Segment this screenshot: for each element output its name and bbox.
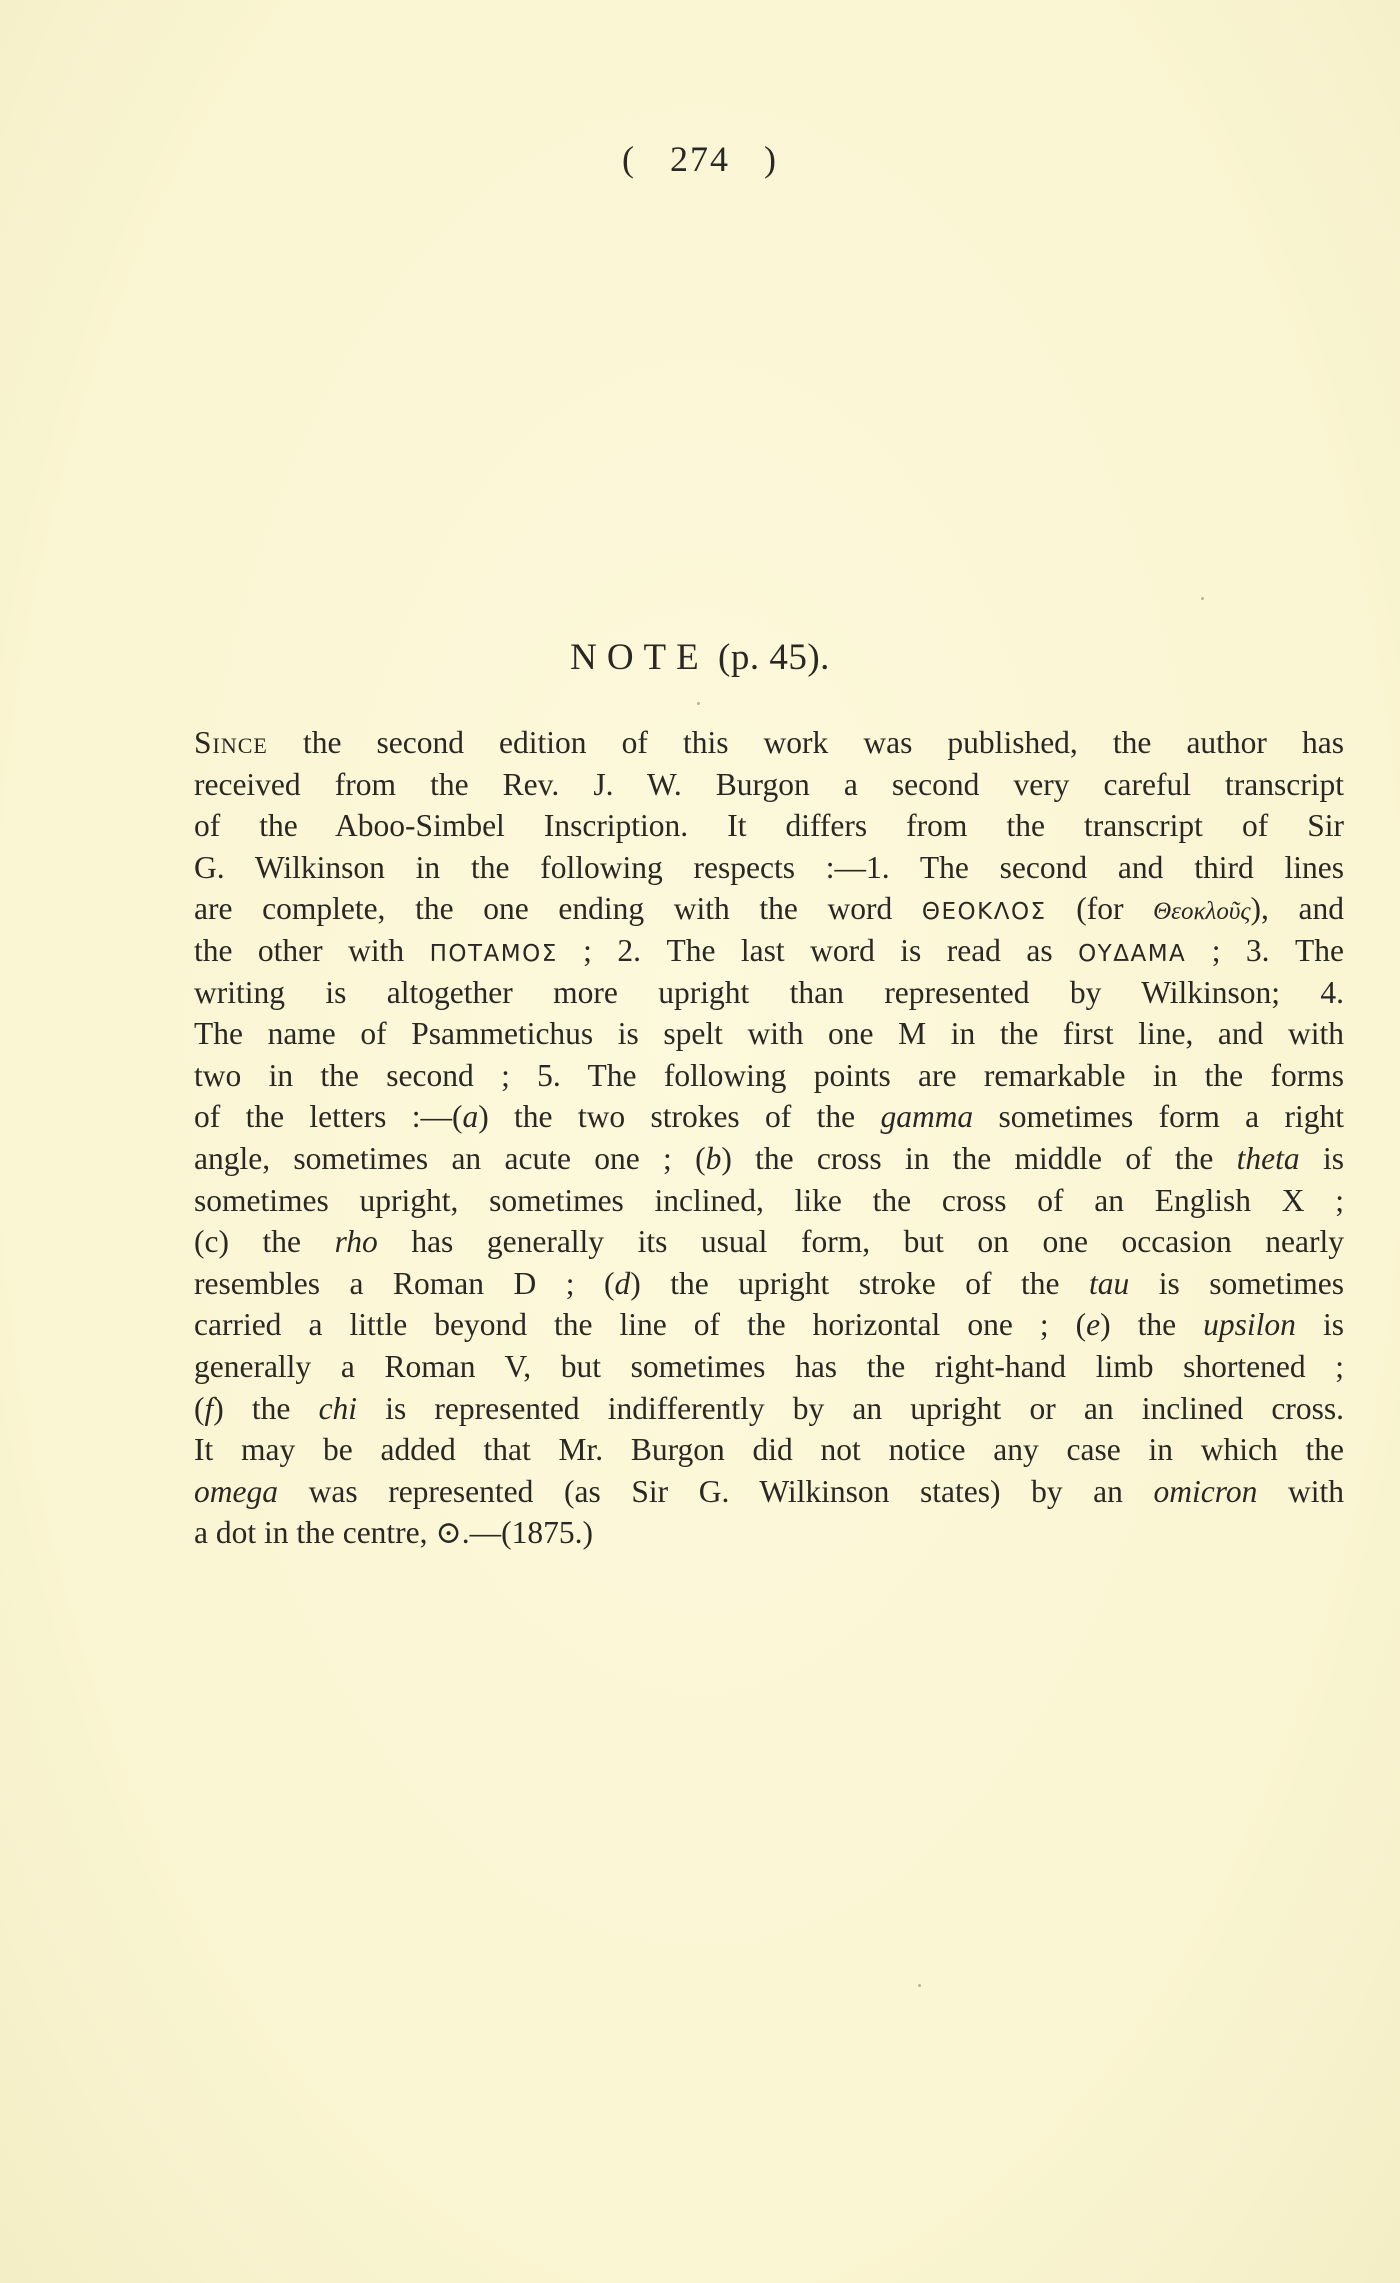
paragraph-line: of the Aboo-Simbel Inscription. It differs from the transcript of Sir — [194, 808, 1344, 844]
drop-small-caps: Since — [194, 725, 268, 760]
line-text: ) the cross in the middle of the — [721, 1140, 1237, 1176]
line-text: ) the upright stroke of the — [630, 1265, 1089, 1301]
page-number — [0, 138, 1400, 180]
line-text: (for — [1046, 891, 1154, 927]
line-text: ; 3. The — [1186, 932, 1344, 968]
line-text: ), and — [1250, 891, 1344, 927]
line-text: ) the — [1100, 1307, 1204, 1343]
paragraph-line — [194, 1138, 1344, 1180]
note-paragraph — [194, 722, 1344, 1554]
open-paren: ( — [622, 139, 636, 179]
italic-term: b — [705, 1140, 722, 1176]
paragraph-line — [194, 1263, 1344, 1305]
line-text: has generally its usual form, but on one occasion nearly — [377, 1224, 1344, 1260]
italic-term: rho — [334, 1224, 378, 1260]
note-heading — [0, 636, 1400, 679]
italic-term: tau — [1088, 1265, 1130, 1301]
italic-term: a — [462, 1099, 479, 1135]
line-text: of the letters :—( — [194, 1099, 463, 1135]
line-text: (c) the — [194, 1224, 335, 1260]
line-text: angle, sometimes an acute one ; ( — [194, 1140, 706, 1176]
line-text: was represented (as Sir G. Wilkinson states) by an — [277, 1473, 1154, 1509]
greek-word: ΘΕΟΚΛΟΣ — [921, 899, 1047, 926]
line-text: is — [1295, 1307, 1344, 1343]
line-text: resembles a Roman D ; ( — [194, 1265, 615, 1301]
italic-term: upsilon — [1203, 1307, 1296, 1343]
line-text: with — [1257, 1473, 1344, 1509]
line-text: carried a little beyond the line of the horizontal one ; ( — [194, 1307, 1087, 1343]
paper-speck — [1201, 597, 1204, 600]
paragraph-line: a dot in the centre, ⊙.—(1875.) — [194, 1515, 594, 1551]
page-number-value: 274 — [670, 139, 730, 179]
close-paren: ) — [764, 139, 778, 179]
paragraph-line: received from the Rev. J. W. Burgon a second very careful transcript — [194, 766, 1344, 802]
greek-word: ΠΟΤΑΜΟΣ — [429, 940, 558, 967]
paragraph-line — [194, 1221, 1344, 1263]
paragraph-line: two in the second ; 5. The following points are remarkable in the forms — [194, 1057, 1344, 1093]
paragraph-line — [194, 1096, 1344, 1138]
paragraph-line — [194, 1304, 1344, 1346]
paragraph-line: sometimes upright, sometimes inclined, like the cross of an English X ; — [194, 1182, 1344, 1218]
italic-term: d — [614, 1265, 631, 1301]
line-text: ; 2. The last word is read as — [557, 932, 1079, 968]
paragraph-line: The name of Psammetichus is spelt with one M in the first line, and with — [194, 1016, 1344, 1052]
italic-term: e — [1086, 1307, 1101, 1343]
italic-term: theta — [1236, 1140, 1300, 1176]
paragraph-line — [194, 722, 1344, 764]
line-text: the other with — [194, 932, 430, 968]
line-text: are complete, the one ending with the word — [194, 891, 922, 927]
paper-speck — [697, 702, 700, 705]
italic-term: omicron — [1153, 1473, 1258, 1509]
italic-term: omega — [194, 1473, 278, 1509]
greek-word: ΟΥΔΑΜΑ — [1078, 940, 1187, 967]
line-text: ) the two strokes of the — [478, 1099, 881, 1135]
line-text: is sometimes — [1129, 1265, 1345, 1301]
paragraph-line — [194, 888, 1344, 930]
paragraph-line: It may be added that Mr. Burgon did not notice any case in which the — [194, 1432, 1344, 1468]
paper-speck — [918, 1984, 921, 1987]
line-text: is — [1299, 1140, 1344, 1176]
line-text: ( — [194, 1390, 205, 1426]
paragraph-line — [194, 930, 1344, 972]
note-heading-word: NOTE — [570, 637, 709, 678]
note-heading-reference: (p. 45). — [718, 637, 830, 678]
italic-term: chi — [318, 1390, 358, 1426]
line-text: the second edition of this work was published, the author has — [267, 725, 1344, 760]
line-text: is represented indifferently by an upright or an inclined cross. — [357, 1390, 1344, 1426]
italic-term: f — [204, 1390, 214, 1426]
line-text: ) the — [213, 1390, 319, 1426]
italic-term: gamma — [880, 1099, 974, 1135]
paragraph-line: G. Wilkinson in the following respects :—1. The second and third lines — [194, 849, 1344, 885]
paragraph-line — [194, 1471, 1344, 1513]
paragraph-line: writing is altogether more upright than represented by Wilkinson; 4. — [194, 974, 1344, 1010]
paragraph-line — [194, 1388, 1344, 1430]
greek-word: Θεοκλοῦς — [1153, 898, 1251, 926]
line-text: sometimes form a right — [973, 1099, 1344, 1135]
paragraph-line: generally a Roman V, but sometimes has the right-hand limb shortened ; — [194, 1348, 1344, 1384]
